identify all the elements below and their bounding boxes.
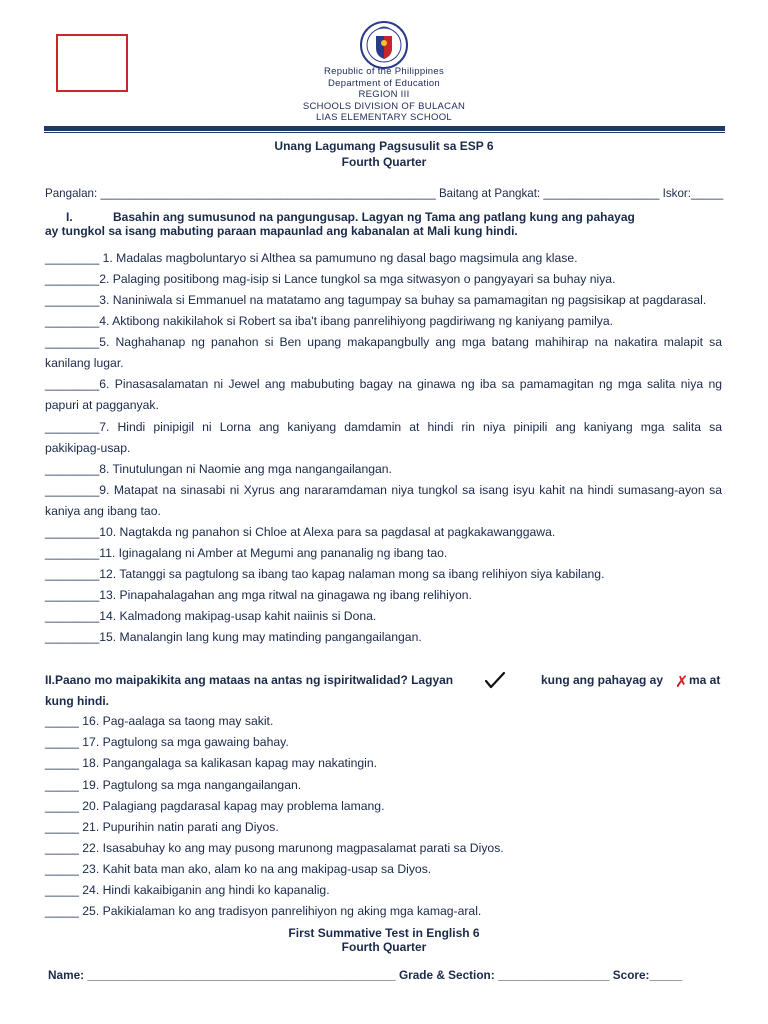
test2-title: First Summative Test in English 6 [288,926,480,940]
test1-quarter: Fourth Quarter [341,155,427,169]
question-item: ________7. Hindi pinipigil ni Lorna ang kaniyang damdamin at hindi rin niya pinipili ang kaniyang mga salita sa [45,420,722,434]
question-item: _____ 22. Isasabuhay ko ang may pusong marunong magpasalamat parati sa Diyos. [45,841,504,855]
question-item: ________2. Palaging positibong mag-isip si Lance tungkol sa mga sitwasyon o pangyayari sa buhay niya. [45,272,616,286]
question-item: ________12. Tatanggi sa pagtulong sa ibang tao kapag nalaman mong sa ibang relihiyon siya kabilang. [45,567,605,581]
test1-title: Unang Lagumang Pagsusulit sa ESP 6 [274,139,494,153]
question-item-continued: pakikipag-usap. [45,441,131,455]
question-item: ________13. Pinapahalagahan ang mga ritwal na ginagawa ng ibang relihiyon. [45,588,472,602]
question-item: _____ 16. Pag-aalaga sa taong may sakit. [45,714,274,728]
question-item: _____ 21. Pupurihin natin parati ang Diyos. [45,820,279,834]
question-item: _____ 25. Pakikialaman ko ang tradisyon panrelihiyon ng aking mga kamag-aral. [45,904,482,918]
question-item: _____ 18. Pangangalaga sa kalikasan kapag may nakatingin. [45,756,378,770]
instruction-line-2: ay tungkol sa isang mabuting paraan mapaunlad ang kabanalan at Mali kung hindi. [45,224,518,238]
part2-instruction-a: II.Paano mo maipakikita ang mataas na antas ng ispiritwalidad? Lagyan [45,673,454,687]
question-item: ________6. Pinasasalamatan ni Jewel ang mabubuting bagay na ginawa ng iba sa pamamagitan ng mga salita niya ng [45,377,722,391]
test2-quarter: Fourth Quarter [341,940,427,954]
checkmark-icon [484,671,506,689]
question-item-continued: kanilang lugar. [45,356,124,370]
question-item: ________14. Kalmadong makipag-usap kahit naiinis si Dona. [45,609,377,623]
part2-instruction-b: kung ang pahayag ay [541,673,664,687]
question-item: _____ 20. Palagiang pagdarasal kapag may problema lamang. [45,799,385,813]
part2-instruction-d: kung hindi. [45,694,109,708]
question-item: ________11. Iginagalang ni Amber at Megumi ang pananalig ng ibang tao. [45,546,448,560]
question-item: ________10. Nagtakda ng panahon si Chloe at Alexa para sa pagdasal at pagkakawanggawa. [45,525,556,539]
question-item: ________8. Tinutulungan ni Naomie ang mga nangangailangan. [45,462,392,476]
header-divider [44,126,725,131]
test2-student-info: Name: _______________________________________________ Grade & Section: _________________ Score:_____ [48,968,683,982]
question-item: ________15. Manalangin lang kung may matinding pangangailangan. [45,630,422,644]
header-region: REGION III [358,89,410,100]
test1-student-info: Pangalan: ____________________________________________________ Baitang at Pangkat: __________________ Iskor:_____ [45,187,724,200]
question-item: ________3. Naniniwala si Emmanuel na matatamo ang tagumpay sa buhay sa pamamagitan ng pagsisikap at pagdarasal. [45,293,707,307]
instruction-number: I. [66,210,73,224]
question-item: ________9. Matapat na sinasabi ni Xyrus ang nararamdaman niya tungkol sa isang isyu kahit na hindi sumasang-ayon sa [45,483,722,497]
part2-instruction-c: ma at [689,673,721,687]
question-item: ________5. Naghahanap ng panahon si Ben upang makapangbully ang mga batang mahihirap na nakatira malapit sa [45,335,722,349]
question-item: _____ 24. Hindi kakaibiganin ang hindi ko kapanalig. [45,883,330,897]
question-item: _____ 23. Kahit bata man ako, alam ko na ang makipag-usap sa Diyos. [45,862,432,876]
header-school: LIAS ELEMENTARY SCHOOL [316,112,452,123]
question-item: ________4. Aktibong nakikilahok si Robert sa iba't ibang panrelihiyong pagdiriwang ng kaniyang pamilya. [45,314,614,328]
header-division: SCHOOLS DIVISION OF BULACAN [302,100,466,112]
header-republic: Republic of the Philippines [323,66,445,77]
header-department: Department of Education [328,77,440,89]
question-item: _____ 17. Pagtulong sa mga gawaing bahay. [45,735,289,749]
header-divider-thin [44,132,725,133]
question-item-continued: kaniya ang ibang tao. [45,504,161,518]
question-item: _____ 19. Pagtulong sa mga nangangailangan. [45,778,302,792]
deped-seal-icon [359,20,409,70]
instruction-line-1: Basahin ang sumusunod na pangungusap. Lagyan ng Tama ang patlang kung ang pahayag [113,210,635,224]
question-item: ________ 1. Madalas magboluntaryo si Althea sa pamumuno ng dasal bago magsimula ang klase. [45,251,578,265]
red-x-icon: ✗ [675,672,689,691]
question-item-continued: papuri at pagganyak. [45,398,159,412]
